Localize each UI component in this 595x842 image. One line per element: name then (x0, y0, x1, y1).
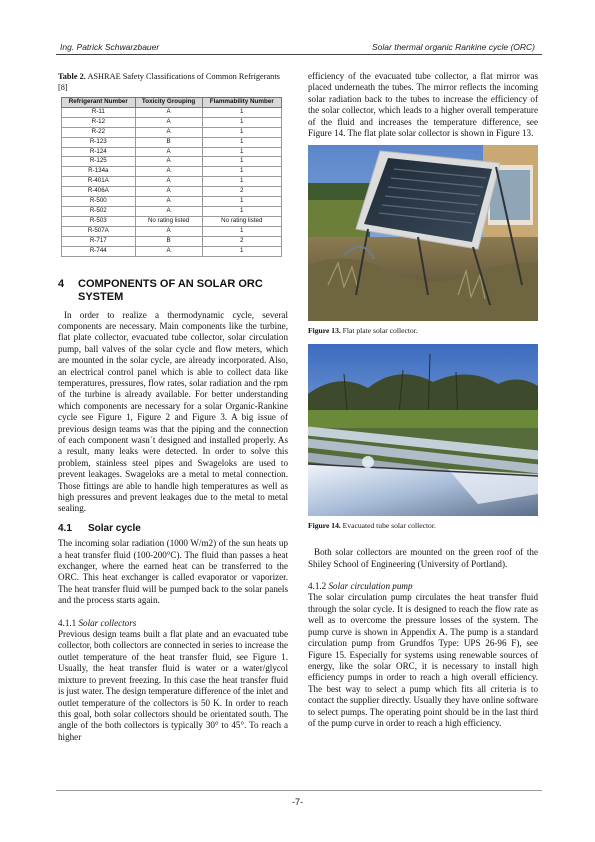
table-cell: R-406A (62, 187, 136, 197)
section-4-1-1-paragraph: Previous design teams built a flat plate and an evacuated tube collector, both collectors are connected in series to increase the outlet temperature of the heat transfer fluid, see Figure 1. Usually, the heat transfer fluid is water or a water/glycol mixture to prevent freezing. In this case the heat transfer fluid is just water. The design temperature difference of the inlet and outlet temperature of the collectors is 50 K. In order to reach this goal, both solar collectors should be orientated south. The angle of the both collectors is typically 30° to 45°. To reach a higher (58, 629, 288, 742)
table-cell: A (135, 157, 202, 167)
figure-14-text: Evacuated tube solar collector. (340, 520, 436, 530)
table-cell: A (135, 246, 202, 256)
section-number: 4.1.2 (308, 581, 327, 592)
table-row (62, 177, 282, 187)
table-cell: R-134a (62, 167, 136, 177)
table-caption-text: ASHRAE Safety Classifications of Common Refrigerants [8] (58, 72, 280, 92)
table-cell: A (135, 147, 202, 157)
table-row (62, 216, 282, 226)
table-cell: R-123 (62, 137, 136, 147)
table-cell: No rating listed (135, 216, 202, 226)
table-row (62, 236, 282, 246)
table-cell: 1 (202, 127, 281, 137)
table-cell: 1 (202, 246, 281, 256)
running-header-title: Solar thermal organic Rankine cycle (ORC) (372, 42, 535, 52)
table-row (62, 137, 282, 147)
header-rule (56, 54, 542, 55)
table-cell: R-401A (62, 177, 136, 187)
section-number: 4.1 (58, 522, 72, 534)
table-cell: A (135, 167, 202, 177)
table-row (62, 147, 282, 157)
roof-paragraph: Both solar collectors are mounted on the green roof of the Shiley School of Engineering (University of Portland). (308, 547, 538, 569)
table-row (62, 226, 282, 236)
page-number: -7- (292, 797, 303, 807)
figure-13-text: Flat plate solar collector. (340, 326, 418, 336)
table-cell: A (135, 206, 202, 216)
table-cell: 1 (202, 147, 281, 157)
section-title: Solar cycle (88, 522, 141, 534)
table-header-cell: Flammability Number (202, 98, 281, 108)
table-row (62, 167, 282, 177)
table-cell: R-125 (62, 157, 136, 167)
section-4-1-1-continued: efficiency of the evacuated tube collector, a flat mirror was placed underneath the tubes. The mirror reflects the incoming solar radiation back to the tubes to increase the efficiency of the solar collector, which leads to a higher overall temperature of the fluid and increases the temperature difference, see Figure 14. The flat plate solar collector is shown in Figure 13. (308, 71, 538, 139)
left-column (58, 71, 288, 743)
section-title-line1: COMPONENTS OF AN SOLAR ORC (78, 277, 263, 290)
footer-rule (56, 790, 542, 791)
table-cell: 1 (202, 206, 281, 216)
section-4-1-1-heading (58, 618, 288, 629)
table-cell: R-717 (62, 236, 136, 246)
table-cell: 1 (202, 177, 281, 187)
figure-13-photo (308, 145, 538, 321)
table-header-row (62, 98, 282, 108)
evacuated-tube-collector-image (308, 344, 538, 516)
table-cell: 1 (202, 157, 281, 167)
table-cell: 1 (202, 117, 281, 127)
table-cell: R-744 (62, 246, 136, 256)
section-number: 4.1.1 (58, 617, 77, 628)
table-cell: 1 (202, 226, 281, 236)
table-cell: R-22 (62, 127, 136, 137)
table-cell: A (135, 197, 202, 207)
figure-14-caption (308, 520, 538, 531)
table-cell: No rating listed (202, 216, 281, 226)
table-row (62, 157, 282, 167)
table-row (62, 206, 282, 216)
table-cell: A (135, 107, 202, 117)
right-column (308, 71, 538, 729)
figure-13-label: Figure 13. (308, 326, 341, 336)
table-cell: R-500 (62, 197, 136, 207)
table-header-cell: Refrigerant Number (62, 98, 136, 108)
section-4-1-paragraph: The incoming solar radiation (1000 W/m2) of the sun heats up a heat transfer fluid (100-200°C). The fluid than passes a heat exchanger, where the earned heat can be transferred to the ORC. This heat exchanger is called evaporator or vaporizer. The heat transfer fluid will be pumped back to the solar panels and the process starts again. (58, 538, 288, 606)
table-cell: A (135, 127, 202, 137)
section-4-heading (58, 278, 288, 304)
table-cell: R-124 (62, 147, 136, 157)
table-cell: 2 (202, 236, 281, 246)
figure-14-label: Figure 14. (308, 520, 341, 530)
table-row (62, 197, 282, 207)
table-cell: 2 (202, 187, 281, 197)
table-cell: R-502 (62, 206, 136, 216)
section-title: Solar circulation pump (328, 581, 413, 592)
figure-13-caption (308, 325, 538, 336)
table-cell: B (135, 137, 202, 147)
table-cell: 1 (202, 167, 281, 177)
table-cell: 1 (202, 137, 281, 147)
section-title: Solar collectors (78, 617, 137, 628)
table-row (62, 187, 282, 197)
table-row (62, 107, 282, 117)
table-cell: R-12 (62, 117, 136, 127)
section-4-paragraph: In order to realize a thermodynamic cycle, several components are necessary. Main components like the turbine, flat plate collector, evacuated tube collector, solar circulation pump, ball valves of the solar cycle and flow meters, which are mounted in the solar cycle, are already incorporated. Also, an electrical control panel which is able to collect data like temperatures, pressures, flow rates, solar radiation and the rpm of the turbine is already available. For better understanding which components are necessary for a solar Organic-Rankine cycle see Figure 1, Figure 2 and Figure 3. A big issue of previous design teams was that the piping and the connection of each component wasn´t designed and installed properly. As a result, many leaks were detected. In order to solve this problem, stainless steel pipes and Swageloks are used to prevent leakages. Swageloks are a metal to metal connection. Those fittings are able to handle high temperatures as well as high pressures and prevent leakages due to the metal to metal sealing. (58, 309, 288, 514)
table-cell: 1 (202, 107, 281, 117)
section-number: 4 (58, 277, 65, 290)
table-cell: A (135, 117, 202, 127)
table-cell: A (135, 226, 202, 236)
table-cell: A (135, 177, 202, 187)
table-cell: R-11 (62, 107, 136, 117)
flat-plate-collector-image (308, 145, 538, 321)
ashrae-safety-table (61, 97, 282, 257)
figure-14-photo (308, 344, 538, 516)
table-cell: A (135, 187, 202, 197)
table-row (62, 246, 282, 256)
table-cell: R-503 (62, 216, 136, 226)
section-4-1-2-heading (308, 581, 538, 592)
table-row (62, 117, 282, 127)
table-caption-label: Table 2. (58, 72, 86, 81)
section-title-line2: SYSTEM (78, 290, 124, 303)
section-4-1-2-paragraph: The solar circulation pump circulates the heat transfer fluid through the solar cycle. It is designed to reach the flow rate as well as to overcome the pressure losses of the system. The pump curve is shown in Appendix A. The pump is a standard circulation pump from Grundfos Type: UPS 26-96 F), see Figure 15. Especially for systems using renewable sources of energy, like the solar ORC, it is necessary to install high efficiency pumps in order to reach a high overall efficiency. The best way to select a pump which fits all criteria is to contact the supplier directly. Usually they have online software to select pumps. The operating point should be in the last third of the pump curve in order to reach a high efficiency. (308, 592, 538, 728)
running-header-author: Ing. Patrick Schwarzbauer (60, 42, 160, 52)
table-caption (58, 71, 288, 93)
table-row (62, 127, 282, 137)
table-cell: B (135, 236, 202, 246)
table-cell: R-507A (62, 226, 136, 236)
section-4-1-heading (58, 523, 288, 534)
table-header-cell: Toxicity Grouping (135, 98, 202, 108)
table-cell: 1 (202, 197, 281, 207)
